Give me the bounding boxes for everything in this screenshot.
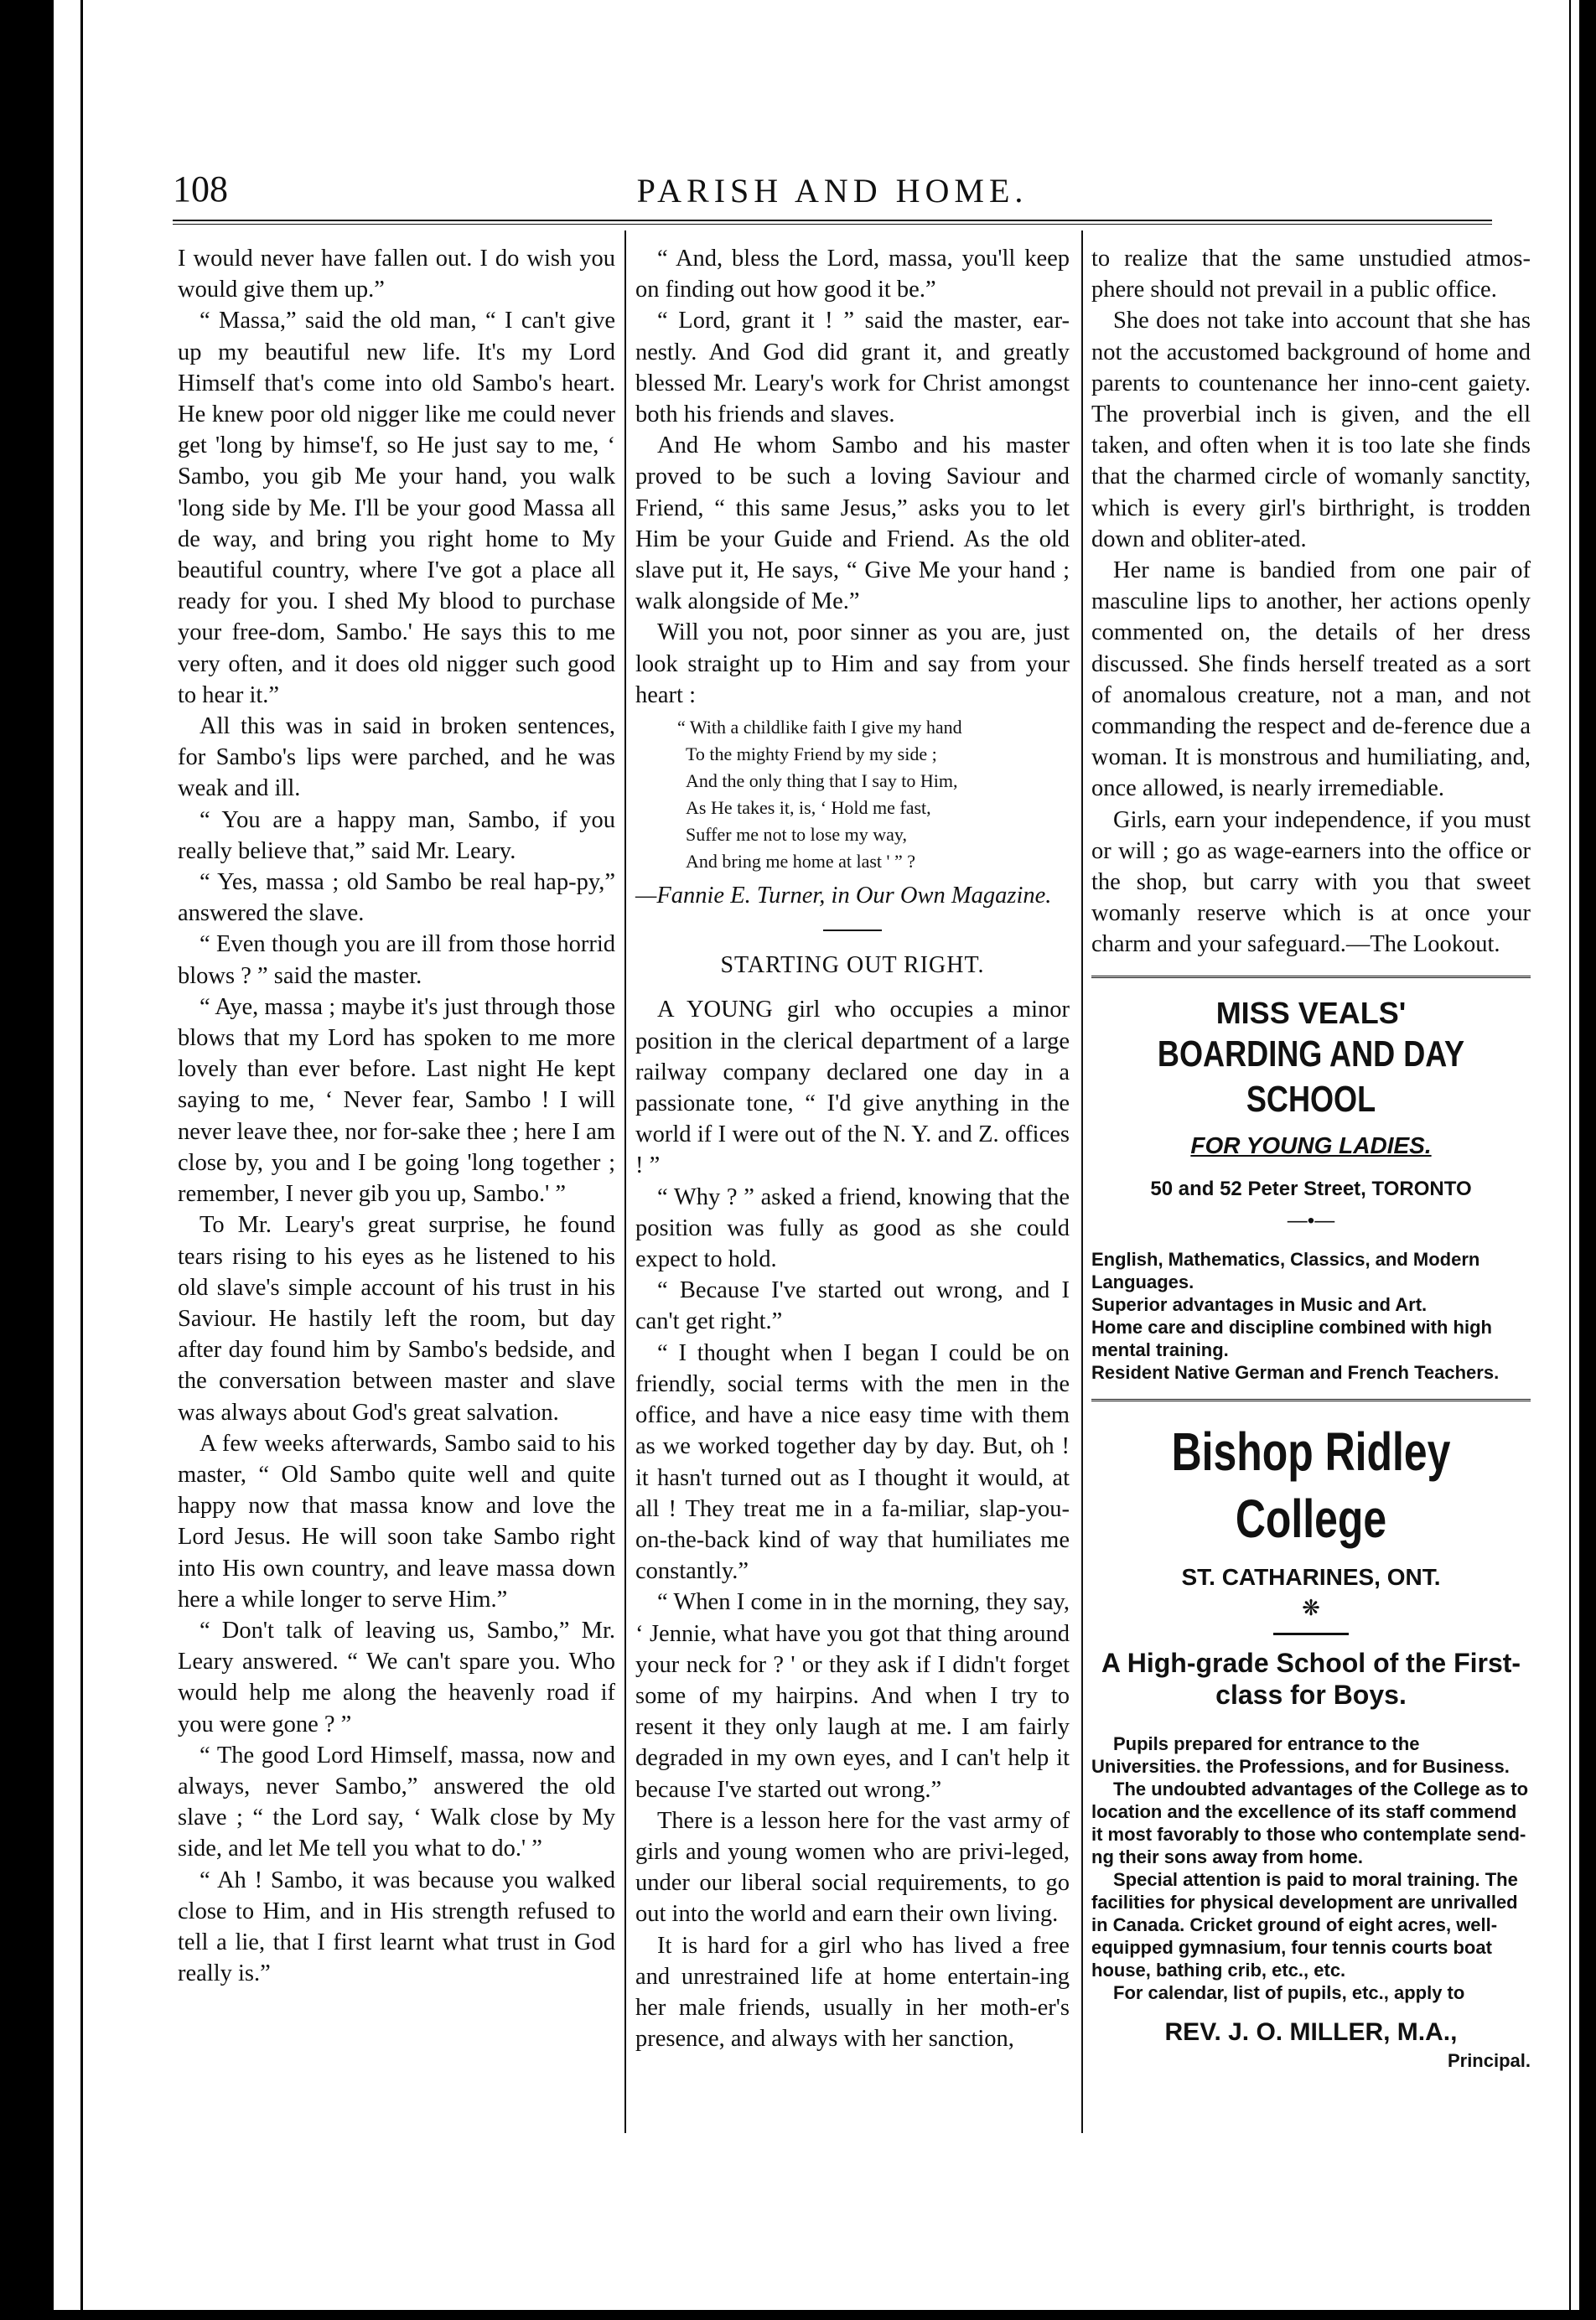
scan-border-line-right xyxy=(1569,0,1571,2320)
scan-border-bottom xyxy=(0,2310,1596,2320)
poem-line: “ With a childlike faith I give my hand xyxy=(677,717,962,738)
paragraph: She does not take into account that she has not the accustomed background of home and parents to countenance her inno-cent gaiety. The proverbial inch is given, and the ell taken, and often when it is too late she finds that the charmed circle of womanly sanctity, which is every girl's birthright, is trodden down and obliter-ated. xyxy=(1091,308,1531,552)
paragraph: “ Aye, massa ; maybe it's just through those blows that my Lord has spoken to me more lovely than ever before. Last night He kept saying to me, ‘ Never fear, Sambo ! I will never leave thee, nor for-sake thee ; here I am close by, you and I be going 'long together ; remember, I never gib you up, Sambo.' ” xyxy=(178,993,615,1208)
poem-line: To the mighty Friend by my side ; xyxy=(686,743,937,765)
running-title: PARISH AND HOME. xyxy=(636,172,1029,210)
paragraph: “ Because I've started out wrong, and I can't get right.” xyxy=(635,1277,1070,1335)
paragraph: I would never have fallen out. I do wish you would give them up.” xyxy=(178,246,615,303)
ad-subtitle: FOR YOUNG LADIES. xyxy=(1190,1132,1432,1158)
paragraph: “ You are a happy man, Sambo, if you really believe that,” said Mr. Leary. xyxy=(178,806,615,864)
paragraph: “ I thought when I began I could be on friendly, social terms with the men in the office, and have a nice easy time with them as we worked together day by day. But, oh ! it hasn't turned out as I thought it would, at all ! They treat me in a fa-miliar, slap-you-on-the-back kind of way that humiliates me constantly.” xyxy=(635,1339,1070,1585)
header-rule xyxy=(173,220,1492,225)
paragraph: It is hard for a girl who has lived a free and unrestrained life at home entertain-ing her male friends, usually in her moth-er's presence, and always with her sanction, xyxy=(635,1932,1070,2053)
paragraph: All this was in said in broken sentences, for Sambo's lips were parched, and he was weak and ill. xyxy=(178,713,615,802)
contact-name: REV. J. O. MILLER, M.A., xyxy=(1164,2017,1458,2046)
contact-title: Principal. xyxy=(1447,2049,1531,2071)
paragraph: A YOUNG girl who occupies a minor position in the clerical department of a large railway company declared one day in a passionate tone, “ I'd give anything in the world if I were out of the N. Y. and Z. offices ! ” xyxy=(635,997,1070,1179)
scan-border-right xyxy=(1579,0,1596,2320)
column-divider xyxy=(1081,230,1083,2133)
section-title: STARTING OUT RIGHT. xyxy=(720,952,985,979)
ad-item: For calendar, list of pupils, etc., apply to xyxy=(1113,1981,1465,2003)
divider xyxy=(1273,1633,1349,1635)
advertisement-bishop-ridley xyxy=(1091,1418,1531,2073)
paragraph: Her name is bandied from one pair of masculine lips to another, her actions openly commented on, the details of her dress discussed. She finds herself treated as a sort of anomalous creature, not a man, and not commanding the respect and de-ference due a woman. It is monstrous and humiliating, and, once allowed, is nearly irremediable. xyxy=(1091,557,1531,802)
column-1 xyxy=(178,243,615,1989)
ad-title: Bishop Ridley College xyxy=(1171,1421,1451,1549)
paragraph: “ Why ? ” asked a friend, knowing that the position was fully as good as she could expect to hold. xyxy=(635,1183,1070,1273)
ad-title: BOARDING AND DAY SCHOOL xyxy=(1157,1033,1465,1120)
column-divider xyxy=(624,230,626,2133)
ad-item: Resident Native German and French Teachers. xyxy=(1091,1361,1500,1383)
poem xyxy=(635,714,1070,875)
paragraph: “ Yes, massa ; old Sambo be real hap-py,” answered the slave. xyxy=(178,869,615,927)
section-divider xyxy=(823,930,882,931)
paragraph: Will you not, poor sinner as you are, just look straight up to Him and say from your heart : xyxy=(635,619,1070,708)
paragraph: “ Lord, grant it ! ” said the master, ear-nestly. And God did grant it, and greatly blessed Mr. Leary's work for Christ amongst both his friends and slaves. xyxy=(635,308,1070,428)
column-3 xyxy=(1091,243,1531,2073)
scan-border-line xyxy=(80,0,83,2320)
paragraph: To Mr. Leary's great surprise, he found tears rising to his eyes as he listened to his old slave's simple account of his trust in his Saviour. He hastily left the room, but day after day found him by Sambo's bedside, and the conversation between master and slave was always about God's great salvation. xyxy=(178,1212,615,1426)
ad-item: Pupils prepared for entrance to the Universities. the Professions, and for Business. xyxy=(1091,1732,1510,1777)
advertisement-miss-veals xyxy=(1091,995,1531,1384)
paragraph: “ And, bless the Lord, massa, you'll keep on finding out how good it be.” xyxy=(635,246,1070,303)
paragraph: “ The good Lord Himself, massa, now and always, never Sambo,” answered the old slave ; “ the Lord say, ‘ Walk close by My side, and let Me tell you what to do.' ” xyxy=(178,1742,615,1862)
ad-item: Special attention is paid to moral training. The facilities for physical development are unrivalled in Canada. Cricket ground of eight acres, well-equipped gymnasium, four tennis courts boat house, bathing crib, etc., etc. xyxy=(1091,1868,1518,1981)
poem-line: As He takes it, is, ‘ Hold me fast, xyxy=(686,797,931,819)
ad-item: Superior advantages in Music and Art. xyxy=(1091,1293,1428,1315)
paragraph: There is a lesson here for the vast army of girls and young women who are privi-leged, under our liberal social requirements, to go out into the world and earn their own living. xyxy=(635,1807,1070,1928)
paragraph: And He whom Sambo and his master proved to be such a loving Saviour and Friend, “ this same Jesus,” asks you to let Him be your Guide and Friend. As the old slave put it, He says, “ Give Me your hand ; walk alongside of Me.” xyxy=(635,432,1070,615)
ad-name: MISS VEALS' xyxy=(1215,995,1407,1030)
ornament: —•— xyxy=(1287,1209,1335,1232)
ad-item: English, Mathematics, Classics, and Modern Languages. xyxy=(1091,1248,1480,1292)
advertisement-divider xyxy=(1091,1399,1531,1403)
paragraph: A few weeks afterwards, Sambo said to his master, “ Old Sambo quite well and quite happy now that massa know and love the Lord Jesus. He will soon take Sambo right into His own country, and leave massa down here a while longer to serve Him.” xyxy=(178,1430,615,1613)
ad-address: 50 and 52 Peter Street, TORONTO xyxy=(1150,1177,1472,1200)
page-number: 108 xyxy=(173,168,228,210)
paragraph: “ Ah ! Sambo, it was because you walked close to Him, and in His strength refused to tell a lie, that I first learnt what trust in God really is.” xyxy=(178,1867,615,1987)
ornament: ❋ xyxy=(1302,1594,1320,1620)
ad-item: Home care and discipline combined with high mental training. xyxy=(1091,1316,1492,1360)
paragraph: “ When I come in in the morning, they say, ‘ Jennie, what have you got that thing around your neck for ? ' or they ask if I didn't forget some of my hairpins. And when I try to resent it they only laugh at me. I am fairly degraded in my own eyes, and I can't help it because I've started out wrong.” xyxy=(635,1589,1070,1803)
page-header xyxy=(173,168,1492,218)
poem-line: And bring me home at last ' ” ? xyxy=(686,851,916,873)
poem-line: And the only thing that I say to Him, xyxy=(686,770,958,792)
paragraph: to realize that the same unstudied atmos-phere should not prevail in a public office. xyxy=(1091,246,1531,303)
paragraph: Girls, earn your independence, if you must or will ; go as wage-earners into the office or the shop, but carry with you that sweet womanly reserve which is at once your charm and your safeguard.—The Lookout. xyxy=(1091,806,1531,958)
ad-location: ST. CATHARINES, ONT. xyxy=(1181,1563,1441,1590)
advertisement-divider xyxy=(1091,976,1531,980)
poem-attribution: —Fannie E. Turner, in Our Own Magazine. xyxy=(635,883,1052,909)
paragraph: “ Massa,” said the old man, “ I can't give up my beautiful new life. It's my Lord Himself that's come into old Sambo's heart. He knew poor old nigger like me could never get 'long by himse'f, so He just say to me, ‘ Sambo, you gib Me your hand, you walk 'long side by Me. I'll be your good Massa all de way, and bring you right home to My beautiful country, where I've got a place all ready for you. I shed My blood to purchase your free-dom, Sambo.' He says this to me very often, and it does old nigger such good to hear it.” xyxy=(178,308,615,708)
ad-tagline: A High-grade School of the First-class for Boys. xyxy=(1101,1647,1521,1710)
scan-border-left xyxy=(0,0,54,2320)
poem-line: Suffer me not to lose my way, xyxy=(686,824,907,846)
ad-item: The undoubted advantages of the College as to location and the excellence of its staff commend it most favorably to those who contemplate send-ng their sons away from home. xyxy=(1091,1778,1529,1867)
paragraph: “ Even though you are ill from those horrid blows ? ” said the master. xyxy=(178,931,615,989)
column-2 xyxy=(635,243,1070,2054)
paragraph: “ Don't talk of leaving us, Sambo,” Mr. Leary answered. “ We can't spare you. Who would help me along the heavenly road if you were gone ? ” xyxy=(178,1617,615,1737)
